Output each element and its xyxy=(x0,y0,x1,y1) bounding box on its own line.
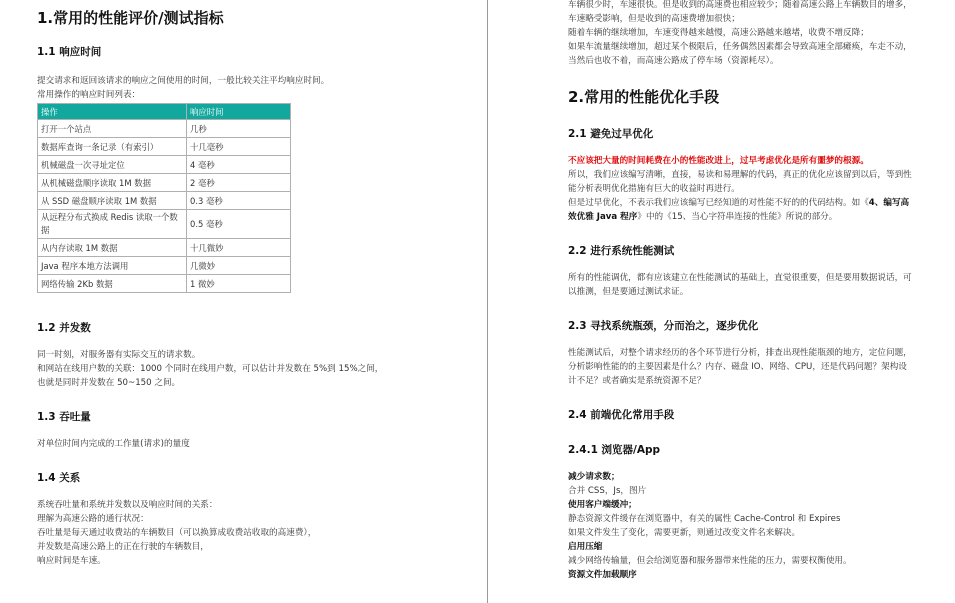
subheading: 启用压缩 xyxy=(568,542,603,552)
section-2-4-1-heading: 2.4.1 浏览器/App xyxy=(568,444,661,456)
subheading: 减少请求数； xyxy=(568,472,620,482)
table-cell: 0.5 毫秒 xyxy=(187,210,291,239)
table-cell: 4 毫秒 xyxy=(187,156,291,174)
text-run: 但是过早优化，不表示我们应该编写已经知道的对性能不好的的代码结构。如《 xyxy=(568,198,869,208)
table-cell: 0.3 毫秒 xyxy=(187,192,291,210)
table-cell: Java 程序本地方法调用 xyxy=(38,257,187,275)
paragraph: 随着车辆的继续增加，车速变得越来越慢，高速公路越来越堵，收费不增反降； xyxy=(568,28,869,38)
table-cell: 打开一个站点 xyxy=(38,120,187,138)
paragraph: 分析影响性能的的主要因素是什么？内存、磁盘 IO、网络、CPU，还是代码问题？架构设 xyxy=(568,362,907,372)
section-2-4-heading: 2.4 前端优化常用手段 xyxy=(568,409,675,421)
paragraph: 也就是同时并发数在 50~150 之间。 xyxy=(37,378,181,388)
table-row xyxy=(38,138,291,156)
table-row xyxy=(38,174,291,192)
paragraph: 常用操作的响应时间列表： xyxy=(37,90,141,100)
table-header-row xyxy=(38,104,291,120)
table-cell: 从内存读取 1M 数据 xyxy=(38,239,187,257)
paragraph: 吞吐量是每天通过收费站的车辆数目（可以换算成收费站收取的高速费）， xyxy=(37,528,317,538)
section-1-heading: 1.常用的性能评价/测试指标 xyxy=(37,9,224,27)
table-header-cell: 响应时间 xyxy=(187,104,291,120)
paragraph: 所以，我们应该编写清晰，直接，易读和易理解的代码，真正的优化应该留到以后，等到性 xyxy=(568,170,912,180)
table-cell: 几秒 xyxy=(187,120,291,138)
paragraph: 合并 CSS，Js，图片 xyxy=(568,486,647,496)
table-row xyxy=(38,192,291,210)
paragraph: 理解为高速公路的通行状况： xyxy=(37,514,149,524)
paragraph: 车速略受影响，但是收到的高速费增加很快； xyxy=(568,14,740,24)
table-cell: 十几毫秒 xyxy=(187,138,291,156)
paragraph: 静态资源文件缓存在浏览器中，有关的属性 Cache-Control 和 Expires xyxy=(568,514,841,524)
table-cell: 十几微妙 xyxy=(187,239,291,257)
paragraph: 以推测，但是要通过测试求证。 xyxy=(568,287,689,297)
paragraph: 如果文件发生了变化，需要更新，则通过改变文件名来解决。 xyxy=(568,528,801,538)
response-time-table xyxy=(37,103,291,293)
paragraph: 减少网络传输量，但会给浏览器和服务器带来性能的压力，需要权衡使用。 xyxy=(568,556,852,566)
table-cell: 从远程分布式换成 Redis 读取一个数据 xyxy=(38,210,187,239)
table-row xyxy=(38,156,291,174)
paragraph: 当然后也收不着，而高速公路成了停车场（资源耗尽）。 xyxy=(568,56,779,66)
table-row xyxy=(38,210,291,239)
table-row xyxy=(38,239,291,257)
section-2-1-heading: 2.1 避免过早优化 xyxy=(568,128,654,140)
table-row xyxy=(38,257,291,275)
paragraph: 并发数是高速公路上的正在行驶的车辆数目， xyxy=(37,542,209,552)
subheading: 资源文件加载顺序 xyxy=(568,570,637,580)
book-reference-link[interactable]: 效优雅 Java 程序 xyxy=(568,212,638,222)
highlight-warning: 不应该把大量的时间耗费在小的性能改进上，过早考虑优化是所有噩梦的根源。 xyxy=(568,156,869,166)
paragraph: 能分析表明优化措施有巨大的收益时再进行。 xyxy=(568,184,740,194)
section-1-4-heading: 1.4 关系 xyxy=(37,472,81,484)
table-row xyxy=(38,275,291,293)
table-cell: 从机械磁盘顺序读取 1M 数据 xyxy=(38,174,187,192)
table-cell: 数据库查询一条记录（有索引） xyxy=(38,138,187,156)
section-2-heading: 2.常用的性能优化手段 xyxy=(568,88,720,106)
table-cell: 2 毫秒 xyxy=(187,174,291,192)
table-header-cell: 操作 xyxy=(38,104,187,120)
section-1-2-heading: 1.2 并发数 xyxy=(37,322,91,334)
paragraph: 响应时间是车速。 xyxy=(37,556,106,566)
paragraph xyxy=(568,196,909,211)
section-2-3-heading: 2.3 寻找系统瓶颈，分而治之，逐步优化 xyxy=(568,320,759,332)
paragraph: 提交请求和返回该请求的响应之间使用的时间，一般比较关注平均响应时间。 xyxy=(37,76,330,86)
table-cell: 从 SSD 磁盘顺序读取 1M 数据 xyxy=(38,192,187,210)
section-1-3-heading: 1.3 吞吐量 xyxy=(37,411,91,423)
section-2-2-heading: 2.2 进行系统性能测试 xyxy=(568,245,675,257)
page-divider xyxy=(487,0,488,603)
table-cell: 几微妙 xyxy=(187,257,291,275)
paragraph: 性能测试后，对整个请求经历的各个环节进行分析，排查出现性能瓶颈的地方，定位问题， xyxy=(568,348,912,358)
table-cell: 网络传输 2Kb 数据 xyxy=(38,275,187,293)
right-page xyxy=(491,0,955,603)
paragraph: 和网站在线用户数的关联：1000 个同时在线用户数，可以估计并发数在 5%到 15%之间， xyxy=(37,364,384,374)
paragraph: 如果车流量继续增加，超过某个极限后，任务偶然因素都会导致高速全部瘫痪，车走不动， xyxy=(568,42,912,52)
section-1-1-heading: 1.1 响应时间 xyxy=(37,46,102,58)
paragraph: 对单位时间内完成的工作量(请求)的量度 xyxy=(37,439,190,449)
table-row xyxy=(38,120,291,138)
paragraph: 计不足？或者确实是系统资源不足？ xyxy=(568,376,706,386)
paragraph: 同一时刻，对服务器有实际交互的请求数。 xyxy=(37,350,201,360)
paragraph: 系统吞吐量和系统并发数以及响应时间的关系： xyxy=(37,500,218,510)
book-reference-link[interactable]: 4、编写高 xyxy=(868,198,910,208)
paragraph: 所有的性能调优，都有应该建立在性能测试的基础上，直觉很重要，但是要用数据说话，可 xyxy=(568,273,912,283)
paragraph: 车辆很少时，车速很快。但是收到的高速费也相应较少；随着高速公路上车辆数目的增多， xyxy=(568,0,912,10)
paragraph xyxy=(568,210,837,225)
table-cell: 机械磁盘一次寻址定位 xyxy=(38,156,187,174)
table-cell: 1 微妙 xyxy=(187,275,291,293)
text-run: 》中的《15、当心字符串连接的性能》所说的部分。 xyxy=(637,212,838,222)
subheading: 使用客户端缓冲； xyxy=(568,500,637,510)
